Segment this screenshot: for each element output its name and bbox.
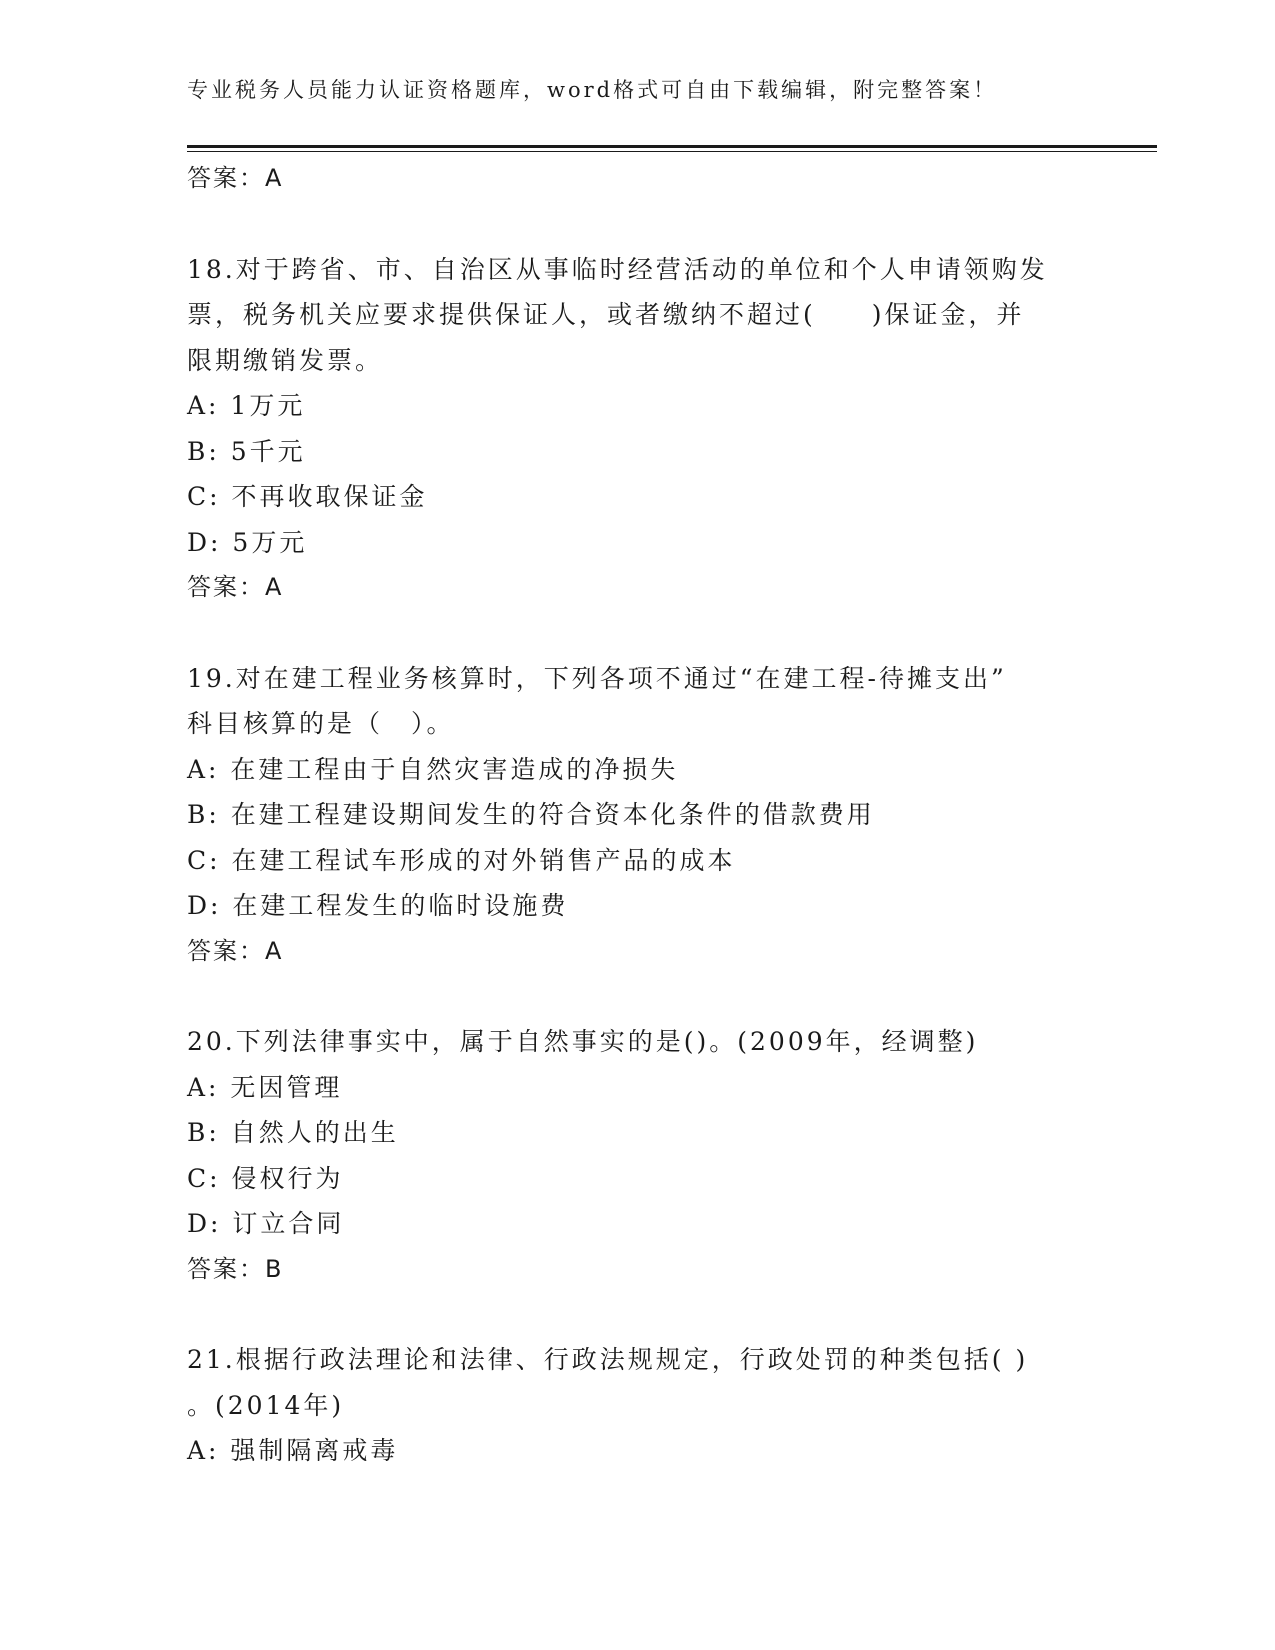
question-20 bbox=[187, 1019, 1087, 1292]
question-text: 19.对在建工程业务核算时，下列各项不通过“在建工程-待摊支出” bbox=[187, 663, 1007, 693]
question-text: 18.对于跨省、市、自治区从事临时经营活动的单位和个人申请领购发 bbox=[187, 254, 1048, 284]
question-text: 限期缴销发票。 bbox=[187, 345, 384, 375]
question-list bbox=[187, 156, 1087, 1474]
question-text: 20.下列法律事实中，属于自然事实的是()。(2009年，经调整) bbox=[187, 1027, 979, 1056]
question-19 bbox=[187, 656, 1087, 975]
option-a: A: 强制隔离戒毒 bbox=[187, 1436, 399, 1465]
option-d: D: 订立合同 bbox=[187, 1209, 345, 1238]
question-text: 科目核算的是（ ）。 bbox=[187, 709, 455, 738]
answer-line: 答案：A bbox=[187, 936, 284, 965]
question-18 bbox=[187, 247, 1087, 611]
option-b: B: 5千元 bbox=[187, 436, 306, 466]
option-a: A: 无因管理 bbox=[187, 1072, 343, 1102]
option-d: D: 5万元 bbox=[187, 527, 308, 557]
answer-line: 答案：A bbox=[187, 164, 284, 192]
answer-line: 答案：B bbox=[187, 1254, 284, 1283]
question-text: 。(2014年) bbox=[187, 1390, 345, 1420]
page-header: 专业税务人员能力认证资格题库，word格式可自由下载编辑，附完整答案！ bbox=[187, 78, 998, 102]
answer-line: 答案：A bbox=[187, 573, 284, 601]
option-c: C: 在建工程试车形成的对外销售产品的成本 bbox=[187, 845, 736, 875]
header-rule-thin bbox=[187, 151, 1157, 152]
question-21 bbox=[187, 1337, 1087, 1474]
header-rule-thick bbox=[187, 145, 1157, 148]
question-text: 21.根据行政法理论和法律、行政法规规定，行政处罚的种类包括( ) bbox=[187, 1345, 1029, 1374]
option-a: A: 1万元 bbox=[187, 391, 306, 420]
option-d: D: 在建工程发生的临时设施费 bbox=[187, 891, 569, 920]
question-text: 票，税务机关应要求提供保证人，或者缴纳不超过( )保证金，并 bbox=[187, 300, 1025, 329]
option-b: B: 自然人的出生 bbox=[187, 1118, 399, 1147]
option-c: C: 不再收取保证金 bbox=[187, 482, 428, 511]
option-b: B: 在建工程建设期间发生的符合资本化条件的借款费用 bbox=[187, 800, 875, 829]
option-c: C: 侵权行为 bbox=[187, 1163, 344, 1193]
option-a: A: 在建工程由于自然灾害造成的净损失 bbox=[187, 754, 679, 784]
